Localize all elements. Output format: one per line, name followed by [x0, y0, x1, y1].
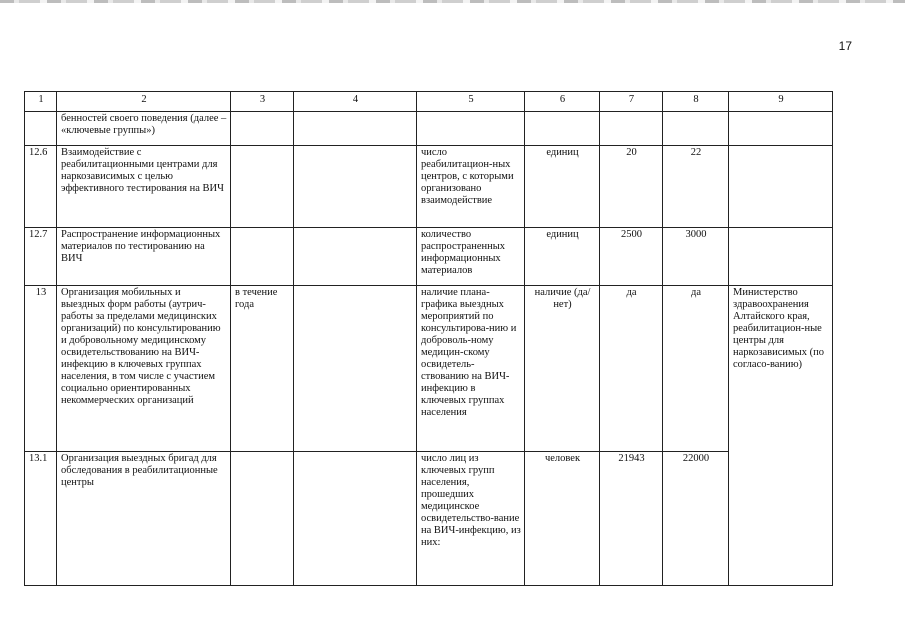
value-7-cell: да [600, 286, 663, 452]
period-cell [231, 452, 294, 586]
table-row [25, 452, 833, 586]
row-number-cell: 12.6 [25, 146, 57, 228]
indicator-cell [417, 112, 525, 146]
column-4-cell [294, 146, 417, 228]
value-8-cell: 22 [663, 146, 729, 228]
value-8-cell [663, 112, 729, 146]
responsible-cell [729, 112, 833, 146]
responsible-cell: Министерство здравоохранения Алтайского края, реабилитацион-ные центры для наркозависимых (по согласо-ванию) [729, 286, 833, 586]
period-cell [231, 112, 294, 146]
value-8-cell: 22000 [663, 452, 729, 586]
column-header: 2 [57, 92, 231, 112]
value-8-cell: да [663, 286, 729, 452]
table-row [25, 228, 833, 286]
indicator-cell: наличие плана-графика выездных мероприятий по консультирова-нию и доброволь-ному медицин-скому освидетель-ствованию на ВИЧ-инфекцию в ключевых группах населения [417, 286, 525, 452]
description-cell: Распространение информационных материалов по тестированию на ВИЧ [57, 228, 231, 286]
row-number-cell [25, 112, 57, 146]
unit-cell: единиц [525, 228, 600, 286]
description-cell: Взаимодействие с реабилитационными центрами для наркозависимых с целью эффективного тестирования на ВИЧ [57, 146, 231, 228]
description-cell: Организация выездных бригад для обследования в реабилитационные центры [57, 452, 231, 586]
column-4-cell [294, 228, 417, 286]
period-cell [231, 146, 294, 228]
period-cell: в течение года [231, 286, 294, 452]
table-row [25, 112, 833, 146]
column-4-cell [294, 452, 417, 586]
column-header: 3 [231, 92, 294, 112]
unit-cell: единиц [525, 146, 600, 228]
row-number-cell: 13 [25, 286, 57, 452]
column-header: 9 [729, 92, 833, 112]
column-header: 1 [25, 92, 57, 112]
description-cell: бенностей своего поведения (далее – «ключевые группы») [57, 112, 231, 146]
column-header: 5 [417, 92, 525, 112]
column-4-cell [294, 112, 417, 146]
responsible-cell [729, 146, 833, 228]
row-number-cell: 12.7 [25, 228, 57, 286]
table-row [25, 146, 833, 228]
table-row [25, 286, 833, 452]
unit-cell: наличие (да/нет) [525, 286, 600, 452]
period-cell [231, 228, 294, 286]
plan-table [24, 91, 833, 586]
column-header: 6 [525, 92, 600, 112]
table-header-row [25, 92, 833, 112]
column-header: 7 [600, 92, 663, 112]
indicator-cell: число реабилитацион-ных центров, с которыми организовано взаимодействие [417, 146, 525, 228]
column-header: 4 [294, 92, 417, 112]
value-7-cell: 2500 [600, 228, 663, 286]
description-cell: Организация мобильных и выездных форм работы (аутрич-работы за пределами медицинских организаций) по консультированию и добровольному медицинскому освидетельствованию на ВИЧ-инфекцию в ключевых группах населения, в том числе с участием социально ориентированных некоммерческих организаций [57, 286, 231, 452]
responsible-cell [729, 228, 833, 286]
row-number-cell: 13.1 [25, 452, 57, 586]
column-header: 8 [663, 92, 729, 112]
indicator-cell: число лиц из ключевых групп населения, прошедших медицинское освидетельство-вание на ВИЧ-инфекцию, из них: [417, 452, 525, 586]
unit-cell: человек [525, 452, 600, 586]
value-7-cell [600, 112, 663, 146]
page-number: 17 [838, 39, 852, 53]
indicator-cell: количество распространенных информационных материалов [417, 228, 525, 286]
value-7-cell: 21943 [600, 452, 663, 586]
scan-edge [0, 0, 905, 3]
unit-cell [525, 112, 600, 146]
value-8-cell: 3000 [663, 228, 729, 286]
value-7-cell: 20 [600, 146, 663, 228]
column-4-cell [294, 286, 417, 452]
